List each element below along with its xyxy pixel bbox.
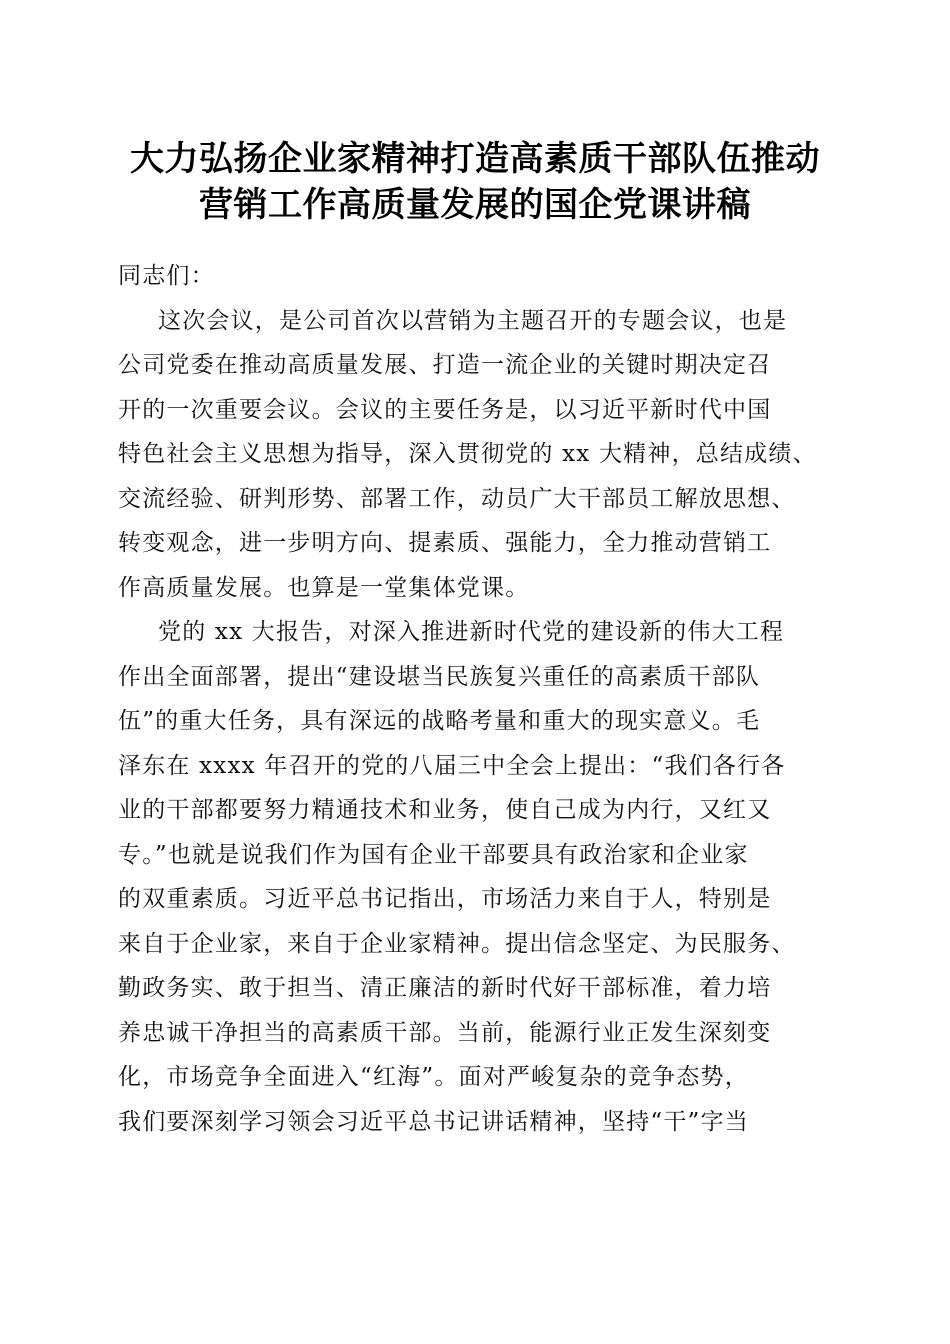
paragraph-2 [118, 610, 838, 1144]
paragraph-line: 业的干部都要努力精通技术和业务，使自己成为内行，又红又 [118, 797, 772, 823]
paragraph-line: 来自于企业家，来自于企业家精神。提出信念坚定、为民服务、 [118, 930, 796, 957]
paragraph-line: 化，市场竞争全面进入“红海”。面对严峻复杂的竞争态势， [118, 1064, 749, 1090]
paragraph-line: 开的一次重要会议。会议的主要任务是，以习近平新时代中国 [118, 396, 772, 423]
document-title [100, 136, 850, 228]
paragraph-1 [118, 299, 838, 611]
paragraph-line: 养忠诚干净担当的高素质干部。当前，能源行业正发生深刻变 [118, 1019, 772, 1046]
paragraph-line: 的双重素质。习近平总书记指出，市场活力来自于人，特别是 [118, 886, 772, 912]
paragraph-line: 交流经验、研判形势、部署工作，动员广大干部员工解放思想、 [118, 485, 796, 512]
paragraph-line: 这次会议，是公司首次以营销为主题召开的专题会议，也是 [158, 307, 788, 334]
paragraph-line: 泽东在 xxxx 年召开的党的八届三中全会上提出：“我们各行各 [118, 752, 786, 779]
paragraph-line: 特色社会主义思想为指导，深入贯彻党的 xx 大精神，总结成绩、 [118, 441, 817, 467]
salutation: 同志们： [118, 263, 215, 289]
paragraph-line: 伍”的重大任务，具有深远的战略考量和重大的现实意义。毛 [118, 708, 761, 734]
paragraph-line: 公司党委在推动高质量发展、打造一流企业的关键时期决定召 [118, 352, 772, 378]
paragraph-line: 作高质量发展。也算是一堂集体党课。 [118, 574, 530, 601]
paragraph-line: 勤政务实、敢于担当、清正廉洁的新时代好干部标准，着力培 [118, 975, 772, 1001]
paragraph-line: 我们要深刻学习领会习近平总书记讲话精神，坚持“干”字当 [118, 1108, 749, 1135]
paragraph-line: 专。”也就是说我们作为国有企业干部要具有政治家和企业家 [118, 841, 749, 868]
title-line: 营销工作高质量发展的国企党课讲稿 [199, 185, 751, 225]
paragraph-line: 党的 xx 大报告，对深入推进新时代党的建设新的伟大工程 [158, 619, 785, 645]
title-line: 大力弘扬企业家精神打造高素质干部队伍推动 [130, 139, 820, 179]
paragraph-line: 转变观念，进一步明方向、提素质、强能力，全力推动营销工 [118, 530, 772, 556]
document-body [118, 254, 838, 1144]
paragraph-line: 作出全面部署，提出“建设堪当民族复兴重任的高素质干部队 [118, 663, 761, 690]
